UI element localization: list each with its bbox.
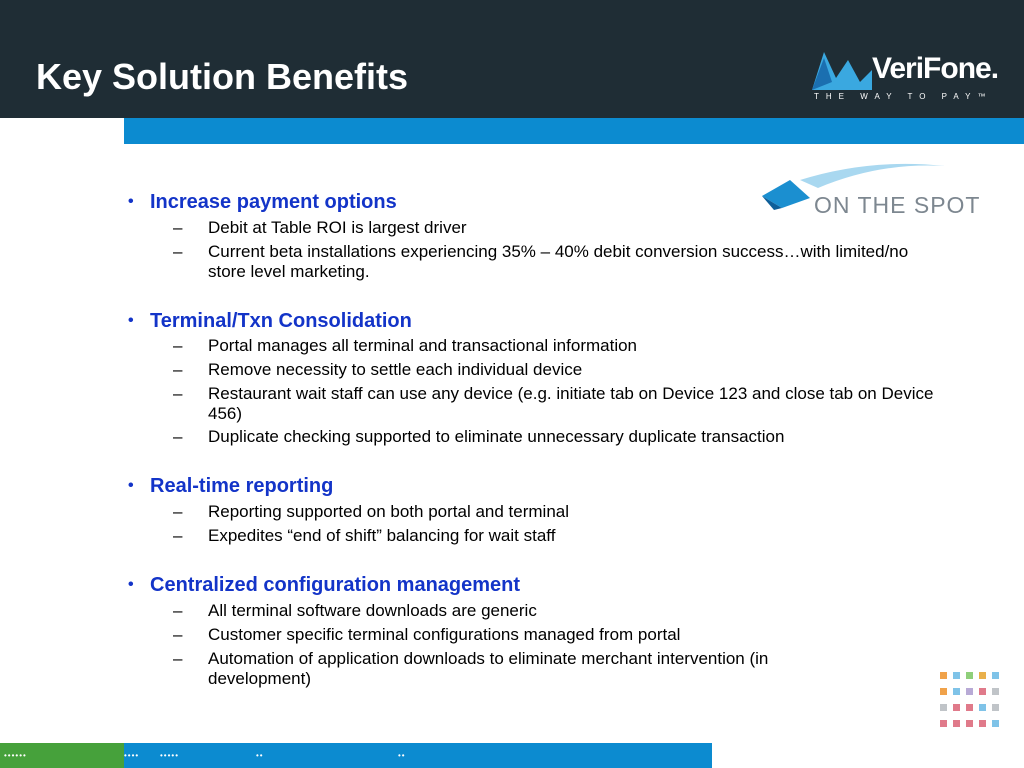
decorative-square <box>940 672 947 679</box>
decorative-square <box>966 704 973 711</box>
dash-icon: – <box>173 601 183 620</box>
on-the-spot-logo <box>760 160 980 222</box>
decorative-square <box>992 704 999 711</box>
footer-dots: •• <box>398 751 406 760</box>
dash-icon: – <box>173 218 183 237</box>
footer-dots: •••• <box>124 751 140 760</box>
bullet-icon: • <box>128 576 134 593</box>
decorative-square <box>966 688 973 695</box>
decorative-square <box>992 688 999 695</box>
slide-title: Key Solution Benefits <box>36 56 409 97</box>
decorative-square <box>953 688 960 695</box>
dash-icon: – <box>173 242 183 261</box>
dash-icon: – <box>173 526 183 545</box>
decorative-square <box>979 688 986 695</box>
decorative-square <box>979 720 986 727</box>
bullet-icon: • <box>128 477 134 494</box>
dash-icon: – <box>173 336 183 355</box>
dash-icon: – <box>173 360 183 379</box>
footer-dots: ••••• <box>160 751 180 760</box>
verifone-mark-icon <box>812 48 872 90</box>
dash-icon: – <box>173 427 183 446</box>
decorative-square <box>979 672 986 679</box>
bullet-icon: • <box>128 312 134 329</box>
footer-dots: •• <box>256 751 264 760</box>
on-the-spot-text: ON THE SPOT <box>814 192 981 218</box>
decorative-square <box>966 672 973 679</box>
decorative-square <box>940 704 947 711</box>
verifone-logo <box>808 44 998 104</box>
decorative-square <box>992 672 999 679</box>
decorative-square <box>953 720 960 727</box>
decorative-square <box>940 688 947 695</box>
decorative-square <box>966 720 973 727</box>
decorative-square <box>953 672 960 679</box>
decorative-square <box>953 704 960 711</box>
accent-bar <box>124 118 1024 144</box>
verifone-tagline: THE WAY TO PAY™ <box>814 92 993 101</box>
decorative-square <box>940 720 947 727</box>
verifone-wordmark: VeriFone. <box>872 52 999 85</box>
dash-icon: – <box>173 502 183 521</box>
dash-icon: – <box>173 625 183 644</box>
bullet-icon: • <box>128 193 134 210</box>
footer-dots: •••••• <box>4 751 27 760</box>
dash-icon: – <box>173 384 183 403</box>
dash-icon: – <box>173 649 183 668</box>
decorative-square <box>979 704 986 711</box>
decorative-square <box>992 720 999 727</box>
